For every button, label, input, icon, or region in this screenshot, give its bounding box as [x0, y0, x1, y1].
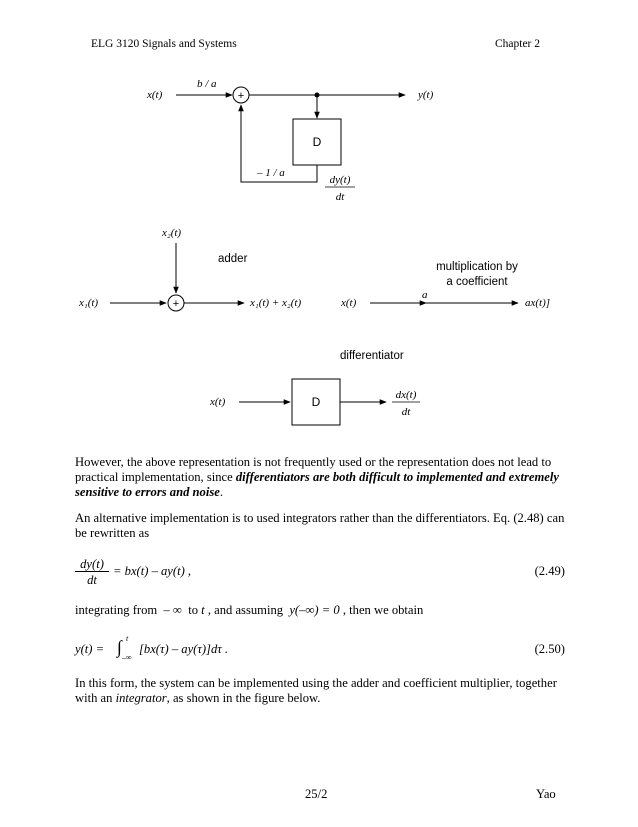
eq249-number: (2.49)	[534, 564, 565, 578]
eq250-number: (2.50)	[534, 642, 565, 656]
paragraph-alternative: An alternative implementation is to used integrators rather than the differentiators. Eq. (2.48) can be rewritten as	[75, 511, 565, 540]
header-chapter: Chapter 2	[494, 38, 540, 50]
fig1-feedback-gain: – 1 / a	[257, 167, 285, 179]
multiplier-title-line1: multiplication by	[436, 261, 518, 273]
p3-text-a: integrating from	[75, 603, 158, 617]
paragraph1-end: .	[219, 485, 223, 499]
eq250-lhs: y(t) =	[75, 642, 105, 656]
paragraph-integrating	[75, 603, 565, 618]
fig1-input-label: x(t)	[147, 89, 163, 101]
multiplier-title-line2: a coefficient	[446, 276, 508, 288]
adder-legend	[78, 227, 301, 311]
adder-symbol: +	[172, 298, 180, 310]
differentiator-denominator: dt	[401, 406, 411, 418]
p3-minus-infinity: – ∞	[163, 603, 182, 617]
differentiator-input-label: x(t)	[210, 396, 226, 408]
fig1-adder-symbol: +	[237, 90, 245, 102]
p3-initial-condition: y(–∞) = 0	[289, 603, 340, 617]
p3-variable-t: t	[201, 603, 205, 617]
paragraph-integrator-form	[75, 676, 565, 706]
eq250-integrand: [bx(τ) – ay(τ)]dτ .	[139, 642, 229, 656]
paragraph4-end: , as shown in the figure below.	[166, 691, 321, 705]
fig1-output-label: y(t)	[418, 89, 434, 101]
differentiator-block-label: D	[311, 395, 321, 409]
equation-2-50	[75, 634, 565, 663]
equation-2-49	[75, 557, 565, 593]
differentiator-numerator: dx(t)	[395, 389, 417, 401]
fig1-deriv-denominator: dt	[335, 191, 345, 203]
paragraph1-emphasis: differentiators are both difficult to implemented and extremely sensitive to errors and noise	[75, 470, 559, 499]
paragraph1-text: However, the above representation is not frequently used or the representation does not lead to practical implementation, since	[75, 455, 552, 484]
paragraph4-integrator: integrator	[115, 691, 167, 705]
multiplier-output-label: ax(t)]	[525, 297, 551, 309]
eq250-upper-limit: t	[126, 634, 129, 643]
footer-author: Yao	[536, 787, 556, 801]
eq250-integral-sign: ∫	[117, 637, 122, 657]
p3-text-assuming: , and assuming	[207, 603, 284, 617]
eq249-numerator: dy(t)	[75, 557, 109, 572]
eq249-denominator: dt	[87, 573, 97, 587]
multiplier-gain-label: a	[422, 289, 428, 301]
adder-title: adder	[218, 253, 248, 265]
differentiator-title: differentiator	[340, 350, 404, 362]
eq250-lower-limit: –∞	[122, 653, 132, 662]
differentiator-legend	[209, 350, 420, 425]
paragraph-differentiator-issue	[75, 455, 565, 500]
multiplier-legend	[340, 261, 550, 309]
p3-text-to: to	[188, 603, 199, 617]
eq249-rhs: = bx(t) – ay(t) ,	[113, 564, 192, 578]
paragraph4-text: In this form, the system can be implemented using the adder and coefficient multiplier, together with an	[75, 676, 557, 705]
adder-input1-label: x₁(t)	[79, 297, 99, 309]
fig1-gain-label: b / a	[197, 78, 217, 90]
multiplier-input-label: x(t)	[341, 297, 357, 309]
footer-page-number: 25/2	[305, 787, 328, 801]
adder-output-label: x₁(t) + x₂(t)	[250, 297, 302, 309]
p3-text-obtain: , then we obtain	[342, 603, 424, 617]
fig1-block-label: D	[312, 135, 322, 149]
fig1-deriv-numerator: dy(t)	[329, 174, 351, 186]
adder-input2-label: x₂(t)	[162, 227, 182, 239]
header-course-title: ELG 3120 Signals and Systems	[91, 38, 237, 50]
feedback-system-diagram	[146, 78, 434, 203]
